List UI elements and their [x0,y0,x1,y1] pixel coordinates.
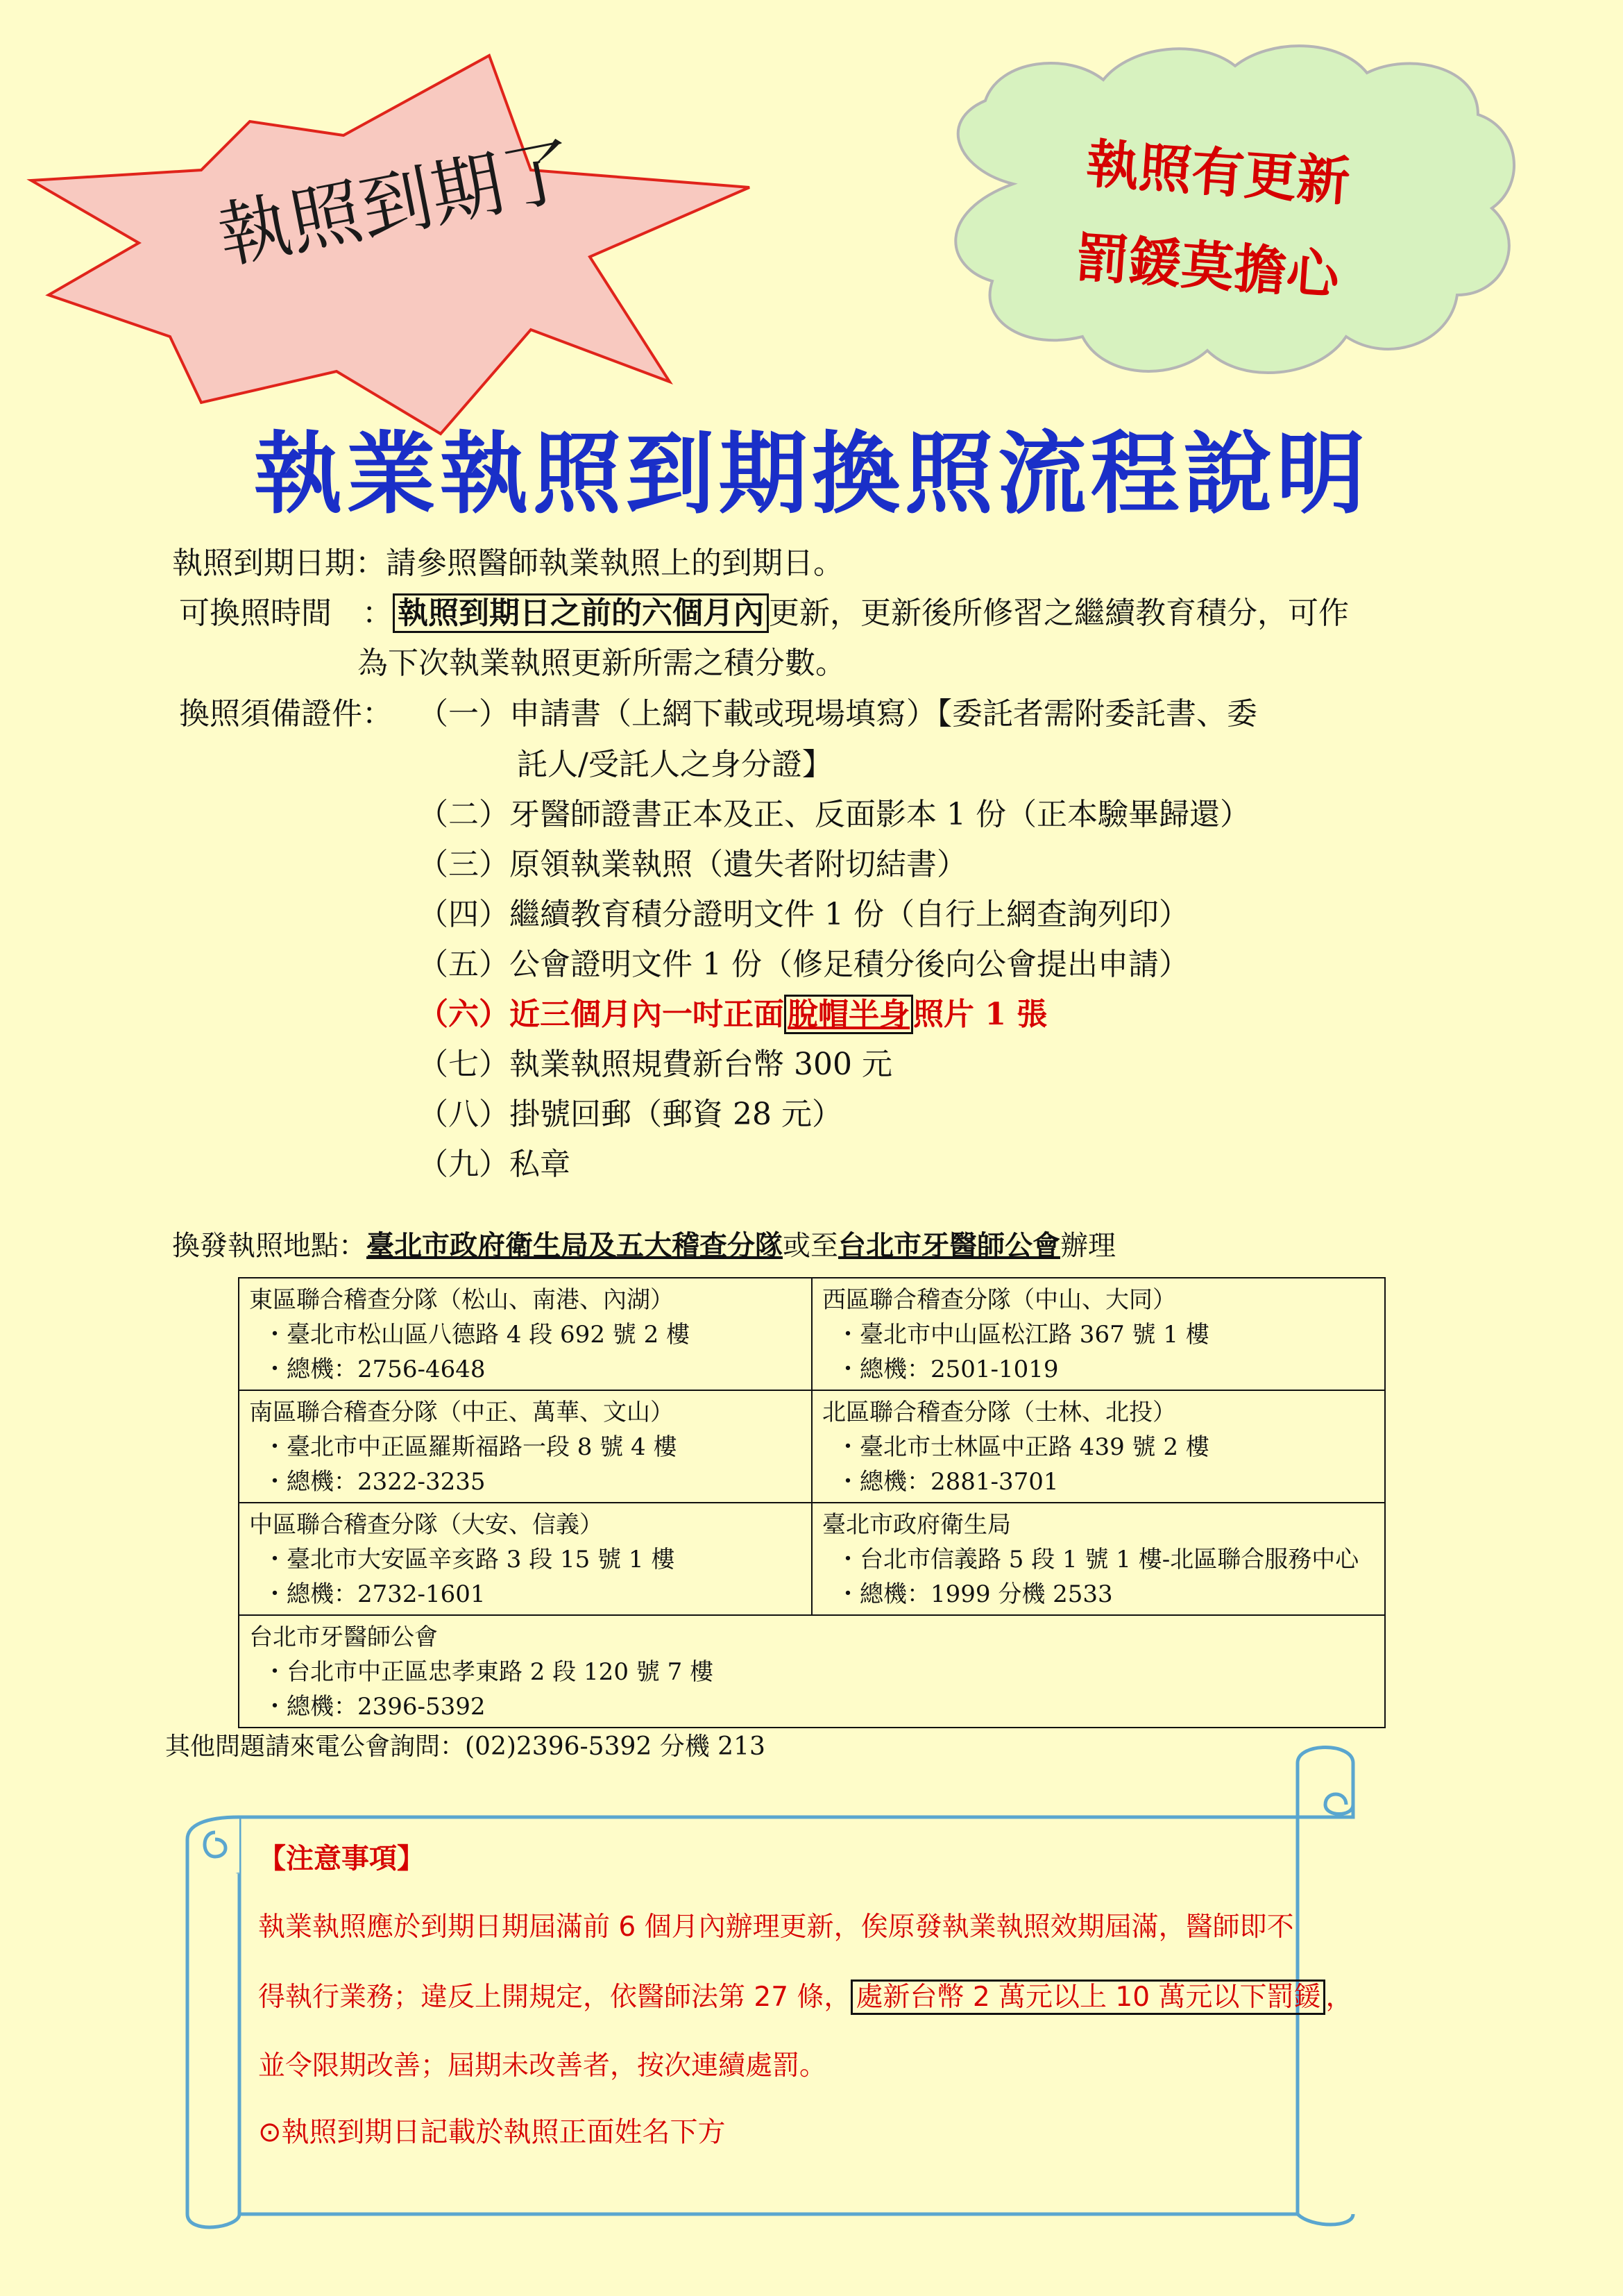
notice-heading: 【注意事項】 [258,1843,425,1875]
table-row [239,1615,1385,1728]
location-line: 換發執照地點：臺北市政府衛生局及五大稽查分隊或至台北市牙醫師公會辦理 [172,1229,1116,1262]
renewal-line [179,598,1349,629]
doc-item-2: （二）牙醫師證書正本及正、反面影本 1 份（正本驗畢歸還） [418,797,1250,832]
starburst-text: 執照到期了 [211,127,582,280]
doc-item-7: （七）執業執照規費新台幣 300 元 [418,1047,892,1082]
offices-table [238,1277,1386,1728]
cloud-text-line1: 執照有更新 [1084,132,1352,213]
cloud-text-line2: 罰鍰莫擔心 [1073,226,1341,307]
doc-item-5: （五）公會證明文件 1 份（修足積分後向公會提出申請） [418,947,1189,982]
renewal-text1: 更新，更新後所修習之繼續教育積分，可作 [769,596,1349,631]
expiry-text: 請參照醫師執業執照上的到期日。 [386,546,844,581]
office-association: 台北市牙醫師公會 ・台北市中正區忠孝東路 2 段 120 號 7 樓 ・總機：2396-5392 [239,1615,1385,1728]
table-row [239,1503,1385,1615]
location-place1: 臺北市政府衛生局及五大稽查分隊 [366,1229,783,1262]
expiry-line [172,548,844,579]
office-central: 中區聯合稽查分隊（大安、信義） ・臺北市大安區辛亥路 3 段 15 號 1 樓 ・總機：2732-1601 [239,1503,812,1615]
doc-item-3: （三）原領執業執照（遺失者附切結書） [418,847,967,882]
office-health-bureau: 臺北市政府衛生局 ・台北市信義路 5 段 1 號 1 樓-北區聯合服務中心 ・總機：1999 分機 2533 [812,1503,1385,1615]
cloud-shape [930,38,1527,385]
documents-label: 換照須備證件： [179,696,393,732]
location-place2: 台北市牙醫師公會 [838,1229,1060,1262]
notice-footer: ⊙執照到期日記載於執照正面姓名下方 [258,2116,726,2148]
doc-item-4: （四）繼續教育積分證明文件 1 份（自行上網查詢列印） [418,897,1189,932]
page-title: 執業執照到期換照流程說明 [253,423,1370,526]
doc-item-9: （九）私章 [418,1147,570,1182]
doc-item-8: （八）掛號回郵（郵資 28 元） [418,1097,842,1132]
office-north: 北區聯合稽查分隊（士林、北投） ・臺北市士林區中正路 439 號 2 樓 ・總機：2881-3701 [812,1390,1385,1503]
office-east: 東區聯合稽查分隊（松山、南港、內湖） ・臺北市松山區八德路 4 段 692 號 2 樓 ・總機：2756-4648 [239,1278,812,1390]
office-south: 南區聯合稽查分隊（中正、萬華、文山） ・臺北市中正區羅斯福路一段 8 號 4 樓 ・總機：2322-3235 [239,1390,812,1503]
doc-item-1-cont: 託人/受託人之身分證】 [517,747,833,782]
table-row [239,1278,1385,1390]
table-row [239,1390,1385,1503]
doc-item-6: （六）近三個月內一吋正面 脫帽半身 照片 1 張 [418,999,1047,1030]
doc-item-1: （一）申請書（上網下載或現場填寫）【委託者需附委託書、委 [418,696,1257,732]
doc-item-6-boxed: 脫帽半身 [784,995,913,1034]
renewal-line2: 為下次執業執照更新所需之積分數。 [357,645,846,681]
notice-line1: 執業執照應於到期日期屆滿前 6 個月內辦理更新，俟原發執業執照效期屆滿，醫師即不 [258,1911,1294,1943]
notice-line3: 並令限期改善；屆期未改善者，按次連續處罰。 [258,2050,827,2082]
renewal-label: 可換照時間 ： [179,596,393,631]
office-west: 西區聯合稽查分隊（中山、大同） ・臺北市中山區松江路 367 號 1 樓 ・總機：2501-1019 [812,1278,1385,1390]
renewal-boxed-period: 執照到期日之前的六個月內 [393,593,769,633]
notice-fine-boxed: 處新台幣 2 萬元以上 10 萬元以下罰鍰 [851,1980,1325,2015]
expiry-label: 執照到期日期： [172,546,386,581]
other-questions: 其他問題請來電公會詢問：(02)2396-5392 分機 213 [165,1732,765,1761]
notice-line2: 得執行業務；違反上開規定，依醫師法第 27 條， 處新台幣 2 萬元以上 10 萬元以下罰鍰 ， [258,1975,1352,2014]
